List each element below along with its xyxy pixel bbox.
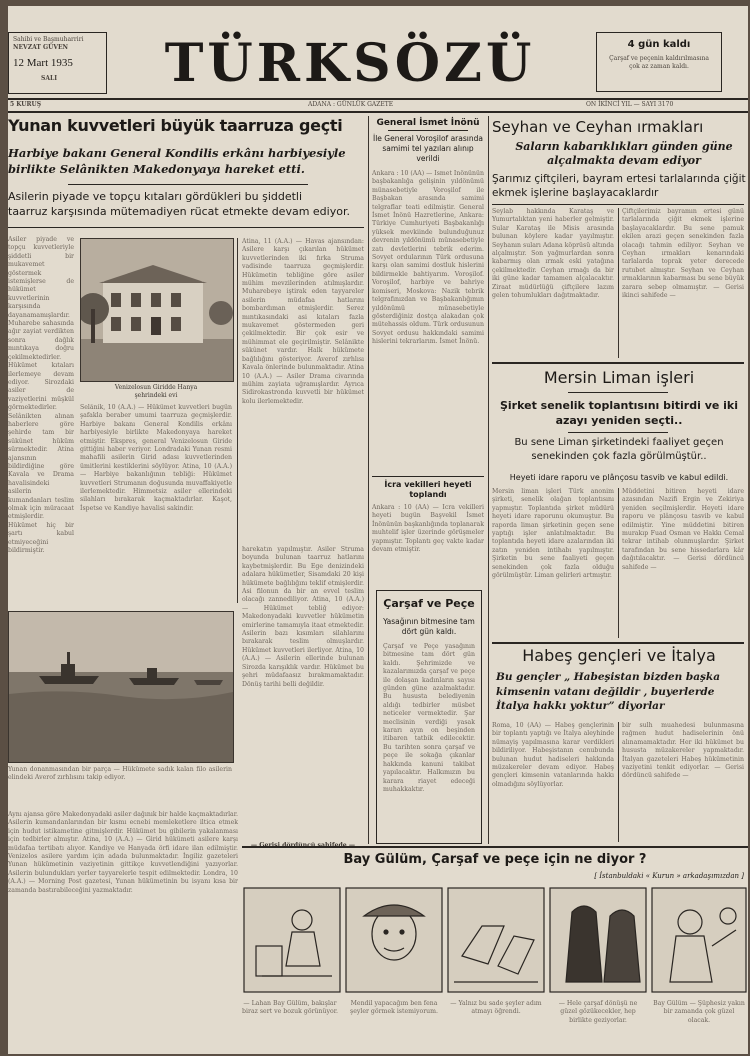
mersin-subheadline-3: Heyeti idare raporu ve plânçosu tasvib ve kabul edildi. [509,473,729,482]
cartoon-caption-1: — Lahan Bay Gülüm, bakışlar biraz sert ve bozuk görünüyor. [242,1000,338,1016]
cartoon-caption-3: — Yalnız bu sade şeyler adım atmayı öğrendi. [450,1000,542,1016]
photo-fleet [8,611,234,763]
photo1-caption-b: şehrindeki evi [134,392,178,399]
cartoon-panels-drawing [242,886,748,996]
countdown-box [596,32,722,92]
mersin-headline: Mersin Liman işleri [543,368,695,387]
cabinet-headline: İcra vekilleri heyeti toplandı [384,480,472,499]
photo2-caption-text: Yunan donanmasından bir parça — Hükümete sadık kalan filo asilerin elindeki Averof zırhlısını takip ediyor. [8,766,232,782]
habes-subheadline: Bu gençler „ Habeşistan bizden başka kimsenin vatanı değildir , buyerlerde İtalya hakkı yoktur” diyorlar [496,671,721,712]
article-text-strip: Asiler piyade ve topçu kuvvetleriyle şiddetli bir mukavemet göstermek istemişlerse de hükümet kuvvetlerinin karşısında dayanamamışlardır. Muharebe sahasında ağır zayiat verdikten sonra dağlık mıntıkaya doğru çekilmektedirler. Hükümet kıtaları ilerlemeye devam ediyor. Sirozdaki asiler de vaziyetlerini müşkül görmektedirler. Selânikten alınan haberlere göre şehirde tam bir sükûnet hüküm sürmektedir. Atina ajansının bildirdiğine göre Kavala ve Drama havalisindeki asilerin kumandanları teslim olmak için müracaat etmişlerdir. Hükümet hiç bir şartı kabul etmiyeceğini bildirmiştir. [8,236,74,555]
year-issue: ON İKİNCİ YIL — SAYI 3170 [586,101,674,108]
mersin-article-left: Mersin liman işleri Türk anonim şirketi, senelik olağan toplantısını yapmıştır. Toplantıda şirket müdürü heyeti idare raporunu okumuştur. Bu raporda liman şirketinin geçen sene yaptığı işler anlatılmaktadır. Bu toplantıda heyeti idare azalarından iki zatın yeniden intihabı yapılmıştır. Şirketin bu sene faaliyeti geçen senekinden çok fazla olduğu görülmüştür. Liman gelirleri artmıştır. [492,488,614,580]
price-label: 5 KURUŞ [10,101,42,108]
cartoon-caption-2: Mendil yapacağım ben fena şeyler görmek istemiyorum. [350,1000,438,1016]
cartoon-caption-5: Bay Gülüm — Şüphesiz yakın bir zamanda çok güzel olacak. [653,1000,745,1024]
main-subheadline-1a: Harbiye bakanı General Kondilis erkânı harbiyesiyle [8,146,346,160]
owner-line-1: Sahibi ve Başmuharriri [13,36,84,43]
carsaf-box-subtitle: Yasağının bitmesine tam dört gün kaldı. [383,617,475,636]
photo-venizelos-house [80,238,234,382]
article-text-left: Selânik, 10 (A.A.) — Hükümet kuvvetleri bugün şafakla beraber umumi taarruza geçmişlerdir. Harbiye bakanı General Kondilis erkânı harbiyesiyle birlikte Makedonyaya hareket etmiştir. Ekspres, general Venizelosun Giride gittiğini haber veriyor. Londradaki Yunan resmi mahafili asilerin Girid adası kuvvetlerinden ümitlerini kestiklerini söylüyor. Atina, 10 (A.A.) — Harbiye bakanlığının tebliği: Hükümet kuvvetleri Strumanın doğusunda muvaffakiyetle ilerlemektedir. Himmetsiz asiler ellerindeki silahları bırakarak kaçmaktadırlar. Kaşot, İspetse ve Kandiye havalisi sakindir. [80,404,232,512]
habes-article-left: Roma, 10 (AA) — Habeş gençlerinin bir toplantı yaptığı ve İtalya aleyhinde nümayiş yapılmasına karar verdikleri bildiriliyor. Habeşistanın cenubunda bulunan hudut hadiseleri hakkında müzakereler devam ediyor. Habeş gençleri kimsenin vatanlarında hakkı olmadığını söylüyorlar. [492,722,614,788]
habes-headline: Habeş gençleri ve İtalya [522,646,716,665]
seyhan-article-right: Çiftçilerimiz bayramın ertesi günü tarlalarında çiğit ekmek işlerine başlayacaklardır. Bu sene pamuk ekilen arazi geçen senekinden fazla olacağı tahmin ediliyor. Seyhan ve Ceyhan ırmakları kenarındaki tarlalarda toprak yeter derecede rutubet almıştır. Seyhan ve Ceyhan ırmaklarının kabarması bu sene büyük zarara sebep olmamıştır. — Gerisi ikinci sahifede — [622,208,744,300]
cartoon-strip-title: Bay Gülüm, Çarşaf ve peçe için ne diyor ? [343,852,647,867]
carsaf-box-text: Çarşaf ve Peçe yasağının bitmesine tam dört gün kaldı. Şehrimizde ve kazalarımızda çarşaf ve peçe ile dolaşan kadınların sayısı günden güne azalmaktadır. Bu hususta belediyenin aldığı tedbirler müsbet neticeler vermektedir. Şar meclisinin verdiği yasak kararı ayın on beşinden itibaren tatbik edilecektir. Bu tarihten sonra çarşaf ve peçe ile sokağa çıkanlar hakkında kanuni takibat yapılacaktır. Halkımızın bu karara riayet edeceği muhakkaktır. [383,643,475,793]
carsaf-box [376,590,482,844]
date-box [8,32,107,94]
article-text-middle: Atina, 11 (A.A.) — Havas ajansından: Asilere karşı çıkarılan hükümet kuvvetlerinden iki fırka Struma vadisinde taarruza geçmişlerdir. Hükümetin tebliğine göre asiler mühim mevzilerinden atılmışlardır. Muharebeye iştirak eden tayyareler asilerin müdafaa hatlarını bombardıman etmişlerdir. Serez mıntıkasındaki asi kıtaları fazla mukavemet göstermeden geri çekilmektedir. Bir çok esir ve mühimmat ele geçirilmiştir. Selânikte sükûnet vardır. Halk hükümete bağlılığını gösteriyor. Averof zırhlısı Kavala önlerinde bulunmaktadır. Atina 10 (A.A.) — Asiler Drama civarında mühim zayiata uğramışlardır. Ayrıca Sidirokastronda kuvvetli bir hükümet kolu ilerlemektedir. [242,238,364,405]
photo1-caption-a: Venizelosun Giridde Hanya [114,384,198,391]
mersin-subheadline-1: Şirket senelik toplantısını bitirdi ve iki azayı yeniden seçti.. [499,399,739,427]
article-text-bottom-left: Aynı ajansa göre Makedonyadaki asiler dağınık bir halde kaçmaktadırlar. Asilerin kumandanlarından bir kısmı ecnebi memleketlere iltica etmek için hudut istikametine gitmişlerdir. Hükümet bu gibilerin yakalanması için tedbirler almıştır. Atina, 10 (A.A.) — Girid hükümeti asilere karşı müdafaa tertibatı alıyor. Kandiye ve Hanyada örfi idare ilan edilmiştir. Venizelos asilere yardım için adada bulunmaktadır. İngiliz gazeteleri Yunan hükümetinin vaziyetinin gittikçe kuvvetlendiğini yazıyorlar. Asilerin bulundukları yerler tayyarelerle tespit edilmektedir. Londra, 10 (A.A.) — Morning Post gazetesi, Yunan hükümetinin bu isyanı kısa bir zamanda bastırabileceğini yazmaktadır. [8,811,238,894]
article-text-middle-2: harekatın yapılmıştır. Asiler Struma boyunda bulunan taarruz hatlarını kaybetmişlerdir. Bu Ege denizindeki adalara hükümetler, Sisamdaki 20 kişi hükümete bağlılığını teklif etmişlerdir. Asi filonun da bir an evvel teslim olacağı zannediliyor. Atina, 10 (A.A.) — Hükümet tebliğ ediyor: Makedonyadaki kuvvetler hükümetin emirlerine tamamıyla itaat etmektedir. Asilerin bazı kısımları silahlarını bırakarak teslim olmuşlardır. Hükümet kuvvetleri ilerliyor. Atina, 10 (A.A.) — Asilerin ellerinde bulunan Sirozda karışıklık vardır. Hükümet bu şehri müdafaasız bırakmamaktadır. Dönüş tarihi belli değildir. [242,546,364,688]
habes-article-right: bir sulh muahedesi bulunmasına rağmen hudut hadiselerinin önü alınamamaktadır. Her iki hükümet bu hususta müzakereler yapmaktadır. İtalyan gazeteleri Habeş hükümetinin vaziyetini tenkit ediyorlar. — Gerisi dördüncü sahifede — [622,722,744,780]
issue-weekday: SALI [41,75,58,82]
paper-subtitle: ADANA : GÜNLÜK GAZETE [308,101,394,108]
mersin-article-right: Müddetini bitiren heyeti idare azasından Nazifi Ergin ve Zekiriya yeniden seçilmişlerdir. Heyeti idare raporu ve plânçosu tasvib ve kabul edilmiştir. Yine müddetini bitiren murakıp Fuad Osman ve Hakkı Cemal tekrar intihab olunmuşlardır. Şirket tarafından bu sene hissedarlara kâr dağıtılacaktır. — Gerisi dördüncü sahifede — [622,488,744,571]
main-subheadline-1b: birlikte Selânikten Makedonyaya hareket etti. [8,162,305,176]
seyhan-headline: Seyhan ve Ceyhan ırmakları [492,118,704,136]
inonu-article-text: Ankara : 10 (AA) — İsmet İnönünün başbakanlığa gelişinin yıldönümü münasebetiyle Voroşilof ile Başbakan arasında samimi telgraflar teati edilmiştir. General İsmet İnönü Hazretlerine, Ankara: Türkiye Cumhuriyeti Başbakanlığı yüksek mevkiinde bulunduğunuz devrenin yıldönümü münasebetiyle zatı devletlerini tebrik ederim. Sovyet ordularının Türk ordusuna karşı olan samimi dostluk hislerini bildirmekle bahtiyarım. Voroşilof. Voroşilof, harbiye ve bahriye komiseri, Moskova: Nazik tebrik telgrafınızdan ve Başbakanlığımın yıldönümü münasebetiyle gösterdiğiniz dostça alakadan çok mütehassis oldum. Türk ordusunun Sovyet ordusu hakkındaki samimi hislerini tekrarlarım. İsmet İnönü. [372,170,484,346]
cartoon-strip-credit: [ İstanbuldaki « Kurun » arkadaşımızdan ] [594,872,744,880]
countdown-text: Çarşaf ve peçenin kaldırılmasına çok az zaman kaldı. [609,55,709,70]
issue-date: 12 Mart 1935 [13,57,73,69]
owner-line-2: NEVZAT GÜVEN [13,44,69,51]
carsaf-box-title: Çarşaf ve Peçe [383,597,475,610]
seyhan-subheadline: Saların kabarıklıkları günden güne alçalmakta devam ediyor [515,140,733,167]
main-subheadline-2a: Asilerin piyade ve topçu kıtaları gördükleri bu şiddetli [8,190,303,203]
main-headline: Yunan kuvvetleri büyük taarruza geçti [8,116,343,135]
cabinet-article-text: Ankara : 10 (AA) — İcra vekilleri heyeti bugün Başvekil İsmet İnönünün başkanlığında toplanarak muhtelif işler üzerinde görüşmeler yapmıştır. Toplantı geç vakte kadar devam etmiştir. [372,504,484,554]
inonu-headline: General İsmet İnönü [376,118,480,128]
newspaper-title: TÜRKSÖZÜ [164,33,536,94]
seyhan-article-left: Seylab hakkında Karataş ve Yumurtalıktan yeni haberler gelmiştir. Sular Karataş ile Misis arasında bulunan köylere kadar yayılmıştır. Seyhanın suları Adana köprüsü altında alçalmıştır. Son yağmurlardan sonra kabarmış olan ırmak eski yatağına çekilmektedir. Ceyhan ırmağı da bir iki güne kadar tamamen alçalacaktır. Ziraat müdürlüğü çiftçilere lazım gelen tohumlukları dağıtmaktadır. [492,208,614,300]
newspaper-page [8,6,748,1054]
main-subheadline-2b: taarruz karşısında mütemadiyen rücat etmekte devam ediyor. [8,205,350,218]
inonu-deck: İle General Voroşilof arasında samimi tel yazıları alınıp verildi [373,134,483,163]
cartoon-panels [242,886,748,996]
mersin-subheadline-2: Bu sene Liman şirketindeki faaliyet geçen senekinden çok fazla görülmüştür.. [514,437,724,462]
cartoon-caption-4: — Hele çarşaf dönüşü ne güzel gözükecekler, hep birlikte geziyorlar. [558,1000,638,1024]
countdown-title: 4 gün kaldı [627,39,691,50]
seyhan-subheadline-2: Şarımız çiftçileri, bayram ertesi tarlalarında çiğit ekmek işlerine başlayacaklardır [492,173,746,199]
